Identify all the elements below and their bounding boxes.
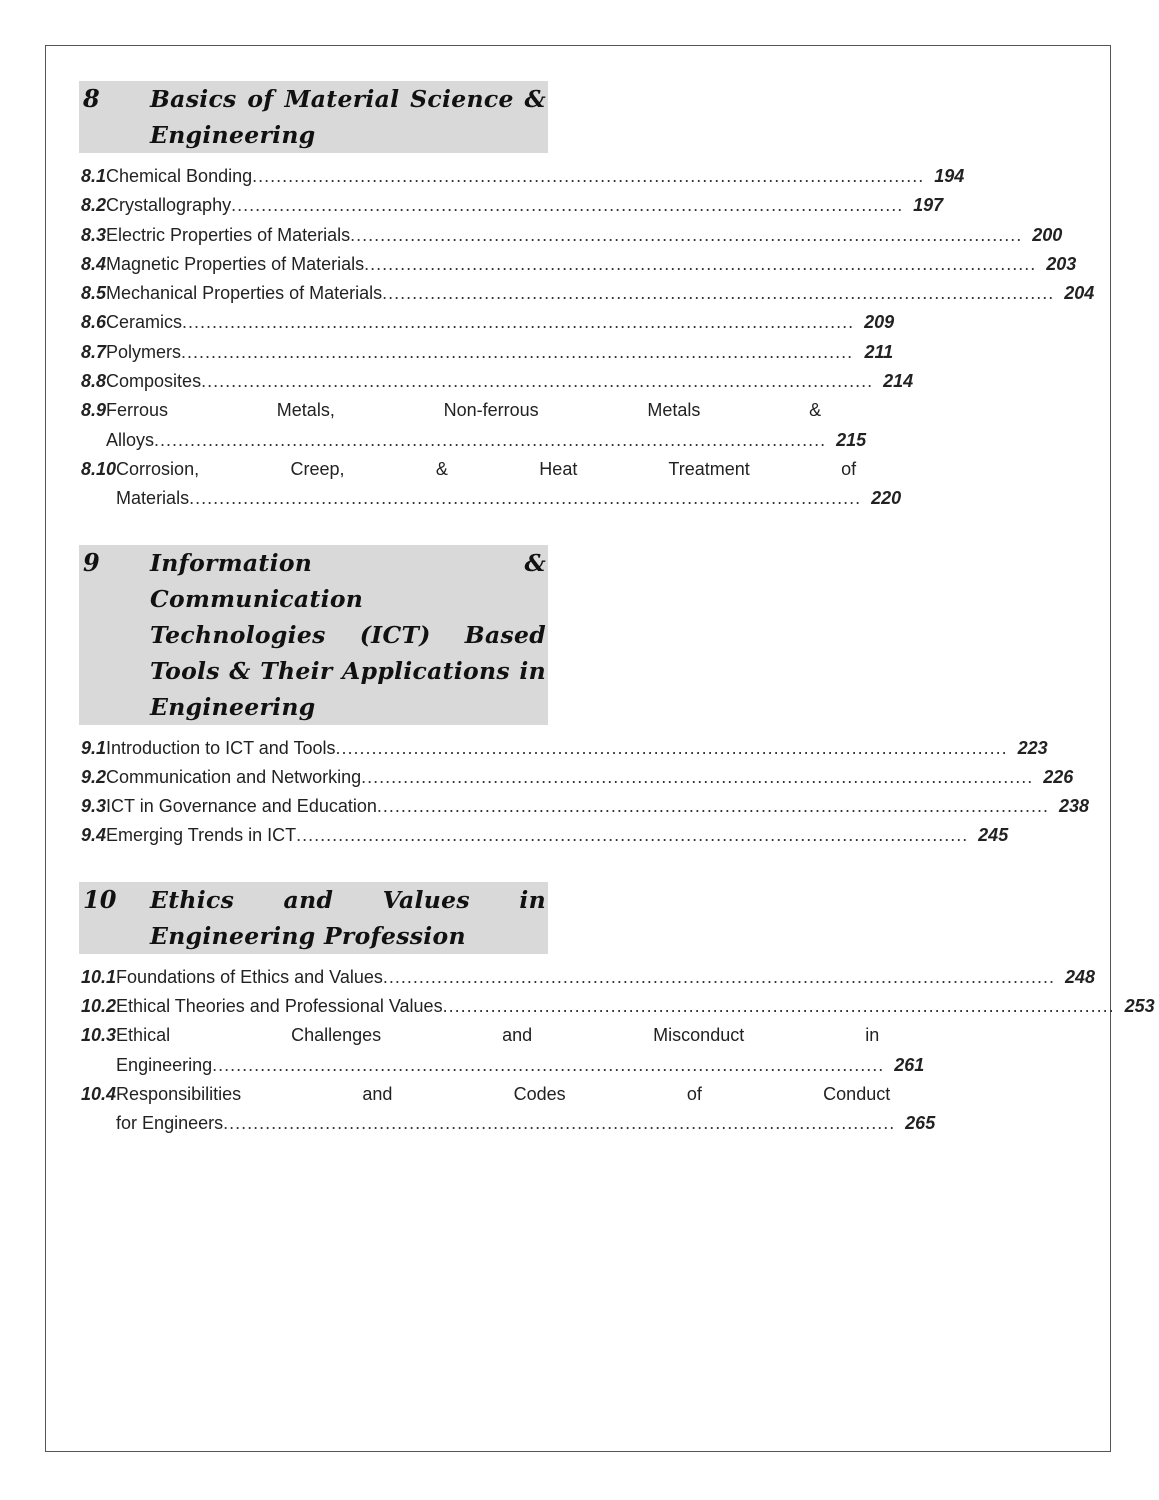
chapter-number: 8 [83, 84, 100, 113]
entry-title-line [116, 455, 913, 484]
entry-title-line [106, 250, 1088, 279]
entry-body [106, 191, 955, 220]
dot-leader [336, 734, 1008, 763]
entry-title-line [106, 367, 925, 396]
chapter-section [79, 882, 1155, 1139]
entry-body [106, 792, 1101, 821]
chapter-heading [79, 545, 548, 725]
toc-entry[interactable] [79, 221, 1063, 250]
toc-entry[interactable] [79, 367, 914, 396]
toc-entry[interactable] [79, 162, 965, 191]
entry-body [116, 992, 1159, 1021]
entry-title-line [106, 191, 955, 220]
entry-title: Ethical Challenges and Misconduct in [116, 1025, 880, 1046]
chapter-number: 9 [83, 547, 100, 577]
entry-title: Composites [106, 371, 202, 392]
dot-leader [361, 763, 1033, 792]
dot-leader [382, 279, 1054, 308]
entry-number: 9.1 [81, 737, 107, 758]
dot-leader [383, 963, 1055, 992]
page-number: 197 [913, 195, 944, 216]
page-number: 238 [1058, 796, 1089, 817]
entry-body [106, 734, 1060, 763]
entry-title: Electric Properties of Materials [106, 224, 351, 245]
toc-entry[interactable] [79, 308, 895, 337]
entry-body [116, 963, 1107, 992]
entry-title: Chemical Bonding [106, 166, 253, 186]
page-number: 245 [978, 825, 1009, 846]
dot-leader [181, 338, 853, 367]
entry-title: Materials [116, 488, 190, 509]
toc-entry[interactable] [79, 250, 1077, 279]
entry-list [79, 162, 1095, 514]
entry-number: 10.3 [81, 1025, 117, 1046]
entry-body [106, 250, 1088, 279]
entry-number: 8.6 [81, 312, 107, 333]
dot-leader [223, 1109, 895, 1138]
entry-title-line [116, 1080, 947, 1109]
entry-number: 9.2 [81, 766, 107, 787]
entry-body [106, 367, 925, 396]
entry-number: 8.5 [81, 283, 107, 304]
entry-number: 8.3 [81, 224, 107, 245]
entry-number: 8.1 [81, 166, 107, 186]
toc-entry[interactable] [79, 992, 1155, 1021]
page-number: 214 [883, 371, 914, 392]
page-number: 265 [905, 1113, 936, 1134]
dot-leader [231, 191, 903, 220]
entry-title-line [106, 396, 878, 425]
dot-leader [350, 221, 1022, 250]
toc-entry[interactable] [79, 963, 1095, 992]
entry-number: 10.2 [81, 996, 117, 1017]
entry-list [79, 734, 1089, 851]
chapter-title: Information & Communication Technologies (ICT) Based Tools & Their Applications in Engineering [150, 548, 546, 721]
page-number: 194 [934, 166, 965, 186]
entry-title: Engineering [116, 1054, 213, 1075]
dot-leader [364, 250, 1036, 279]
toc-entry[interactable] [79, 1080, 936, 1139]
page-number: 211 [864, 341, 894, 362]
entry-body [106, 221, 1074, 250]
dot-leader [377, 792, 1049, 821]
toc-entry[interactable] [79, 455, 902, 514]
table-of-contents [79, 81, 1155, 1170]
page-number: 223 [1017, 737, 1048, 758]
entry-body [106, 308, 906, 337]
entry-title-line [106, 426, 878, 455]
entry-title-line [106, 763, 1085, 792]
entry-title: ICT in Governance and Education [106, 796, 377, 817]
entry-body [106, 338, 905, 367]
entry-number: 8.9 [81, 400, 107, 421]
entry-title-line [106, 734, 1060, 763]
dot-leader [189, 484, 861, 513]
dot-leader [443, 992, 1115, 1021]
entry-title-line [106, 279, 1106, 308]
page-number: 200 [1032, 224, 1063, 245]
toc-entry[interactable] [79, 1021, 925, 1080]
dot-leader [154, 426, 826, 455]
entry-title: Emerging Trends in ICT [106, 825, 297, 846]
toc-entry[interactable] [79, 279, 1095, 308]
dot-leader [212, 1051, 884, 1080]
entry-title: Communication and Networking [106, 766, 362, 787]
entry-number: 10.1 [81, 966, 117, 987]
page-number: 226 [1043, 766, 1074, 787]
entry-title: Ferrous Metals, Non-ferrous Metals & [106, 400, 822, 421]
entry-title: Responsibilities and Codes of Conduct [116, 1083, 891, 1104]
toc-entry[interactable] [79, 191, 944, 220]
entry-title-line [116, 1021, 936, 1050]
entry-title: Introduction to ICT and Tools [106, 737, 336, 758]
toc-entry[interactable] [79, 821, 1009, 850]
dot-leader [252, 162, 924, 191]
toc-entry[interactable] [79, 763, 1074, 792]
entry-body [106, 821, 1020, 850]
entry-body [106, 279, 1106, 308]
entry-title: Corrosion, Creep, & Heat Treatment of [116, 458, 857, 479]
entry-title: Mechanical Properties of Materials [106, 283, 383, 304]
entry-title-line [116, 1051, 936, 1080]
entry-title-line [116, 992, 1159, 1021]
entry-body [106, 162, 976, 191]
toc-entry[interactable] [79, 396, 867, 455]
entry-title: Polymers [106, 341, 182, 362]
entry-list [79, 963, 1155, 1139]
entry-number: 8.7 [81, 341, 107, 362]
page-number: 248 [1064, 966, 1095, 987]
entry-title: for Engineers [116, 1113, 224, 1134]
entry-title-line [106, 792, 1101, 821]
entry-title: Alloys [106, 429, 155, 450]
page-number: 215 [836, 429, 867, 450]
entry-number: 8.8 [81, 371, 107, 392]
entry-body [116, 455, 913, 514]
entry-number: 8.10 [81, 458, 117, 479]
dot-leader [182, 308, 854, 337]
entry-title: Foundations of Ethics and Values [116, 966, 383, 987]
entry-title-line [116, 1109, 947, 1138]
dot-leader [201, 367, 873, 396]
entry-number: 9.3 [81, 796, 107, 817]
chapter-heading [79, 882, 548, 954]
chapter-heading [79, 81, 548, 153]
entry-body [116, 1021, 936, 1080]
entry-title: Ethical Theories and Professional Values [116, 996, 443, 1017]
entry-number: 10.4 [81, 1083, 117, 1104]
entry-title-line [106, 162, 976, 191]
page-number: 220 [871, 488, 902, 509]
dot-leader [296, 821, 968, 850]
page-number: 204 [1064, 283, 1095, 304]
chapter-title: Ethics and Values in Engineering Profession [150, 885, 546, 950]
entry-body [116, 1080, 947, 1139]
page-number: 209 [864, 312, 895, 333]
entry-number: 9.4 [81, 825, 107, 846]
entry-number: 8.4 [81, 253, 107, 274]
entry-title-line [116, 963, 1107, 992]
entry-body [106, 763, 1085, 792]
toc-entry[interactable] [79, 792, 1089, 821]
entry-title: Ceramics [106, 312, 183, 333]
toc-entry[interactable] [79, 338, 894, 367]
entry-title-line [106, 221, 1074, 250]
page-number: 253 [1124, 996, 1155, 1017]
entry-title-line [116, 484, 913, 513]
chapter-title: Basics of Material Science & Engineering [150, 85, 546, 149]
page-number: 261 [894, 1054, 925, 1075]
entry-title-line [106, 338, 905, 367]
entry-title-line [106, 821, 1020, 850]
chapter-section [79, 545, 1089, 851]
toc-entry[interactable] [79, 734, 1048, 763]
chapter-section [79, 81, 1095, 514]
chapter-number: 10 [83, 884, 117, 914]
entry-number: 8.2 [81, 195, 107, 216]
entry-title-line [106, 308, 906, 337]
entry-title: Magnetic Properties of Materials [106, 253, 365, 274]
entry-body [106, 396, 878, 455]
page-number: 203 [1046, 253, 1077, 274]
entry-title: Crystallography [106, 195, 232, 216]
